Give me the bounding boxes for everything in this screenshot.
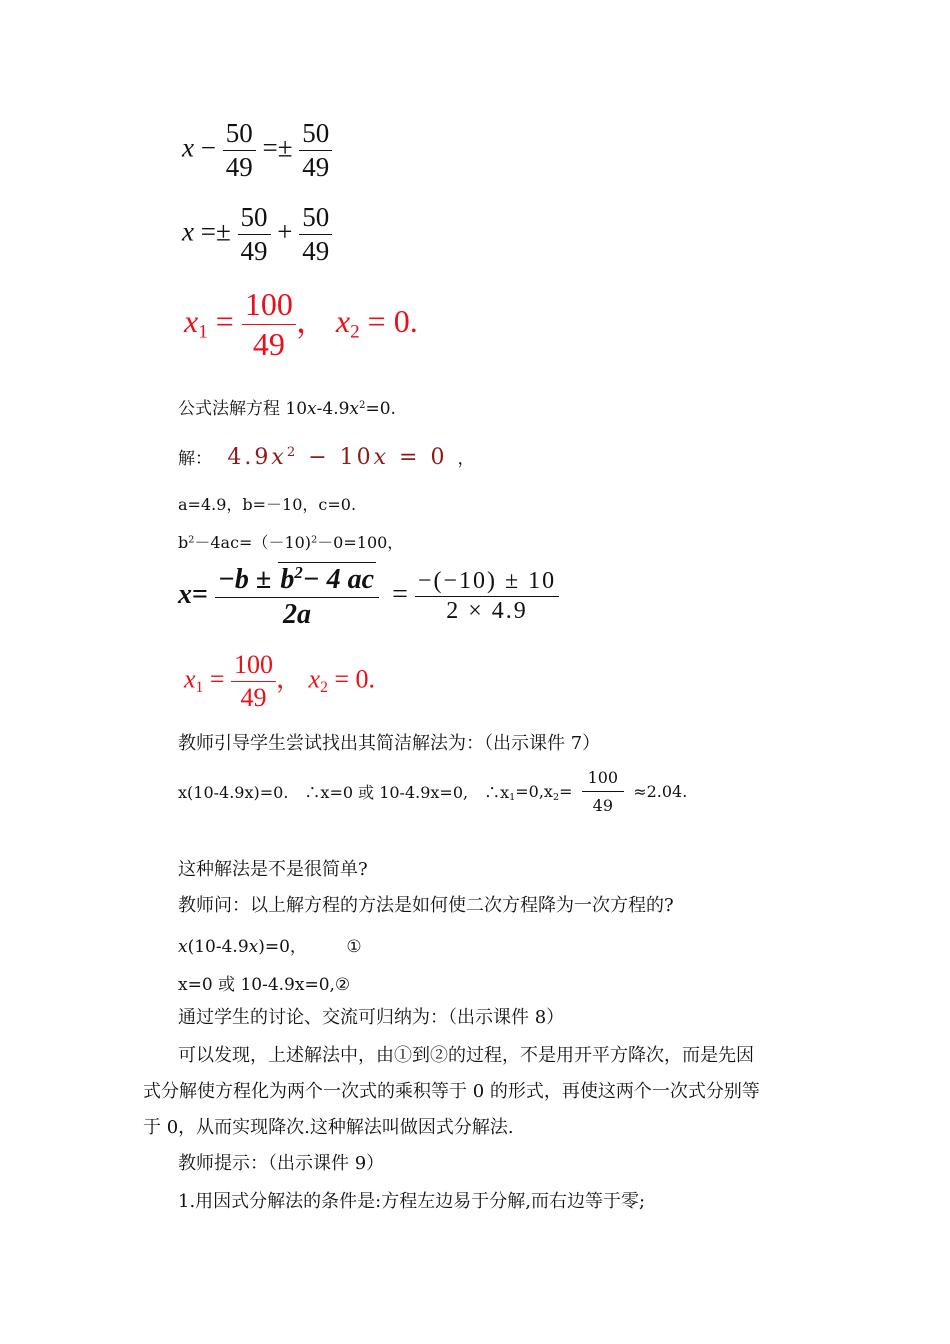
- fraction: $\frac{-(-10) \pm 10}{2 \times 4.9}$: [415, 568, 559, 625]
- minus-sign: −: [200, 132, 216, 163]
- paragraph: 式分解使方程化为两个一次式的乘积等于 0 的形式，再使这两个一次式分别等: [143, 1081, 760, 1102]
- result-line-1: $x_1$ = $\frac{100}{49}$ ， $x_2 = 0$.: [184, 286, 418, 362]
- paragraph: 于 0，从而实现降次.这种解法叫做因式分解法.: [143, 1117, 514, 1138]
- paragraph: 可以发现，上述解法中，由①到②的过程，不是用开平方降次，而是先因: [178, 1045, 754, 1066]
- paragraph: 1.用因式分解法的条件是:方程左边易于分解,而右边等于零;: [178, 1191, 646, 1212]
- var-x: x: [182, 216, 194, 247]
- step-line-1: [182, 118, 332, 183]
- equals-sign: =: [262, 132, 278, 163]
- plus-minus-sign: ±: [215, 216, 231, 247]
- paragraph: 教师提示：（出示课件 9）: [178, 1153, 385, 1174]
- plus-sign: +: [277, 216, 293, 247]
- quadratic-formula: x= $\frac{-b \pm b^2- 4 ac}{2a}$ = $\frac{-(-10) \pm 10}{2 \times 4.9}$: [178, 562, 559, 631]
- paragraph: 这种解法是不是很简单?: [178, 859, 368, 880]
- paragraph: 教师问：以上解方程的方法是如何使二次方程降为一次方程的?: [178, 895, 674, 916]
- plus-minus-sign: ±: [277, 132, 293, 163]
- fraction: $\frac{50}{49}$: [299, 202, 332, 267]
- solution-line: 解： $4.9x^2 - 10x = 0$ ，: [178, 445, 475, 470]
- simple-method-line: x(10-4.9x)=0. ∴x=0 或 10-4.9x=0, $\therefore x_1=0,x_2=$ $\frac{100}{49}$ ≈2.04.: [178, 768, 688, 815]
- fraction: $\frac{50}{49}$: [223, 118, 256, 183]
- simple-method-intro: 教师引导学生尝试找出其简洁解法为：（出示课件 7）: [178, 733, 601, 754]
- paragraph: 通过学生的讨论、交流可归纳为：（出示课件 8）: [178, 1007, 565, 1028]
- equation-1-line: x(10-4.9x)=0， ①: [178, 937, 362, 957]
- fraction: $\frac{50}{49}$: [299, 118, 332, 183]
- fraction: $\frac{50}{49}$: [238, 202, 271, 267]
- discriminant-line: $b^2-4ac=(-10)^2-0=100$，: [178, 533, 404, 552]
- formula-title: 公式法解方程 $10x-4.9x^2=0$.: [178, 399, 396, 419]
- equation-2-line: x=0 或 10-4.9x=0,②: [178, 975, 351, 995]
- fraction: $\frac{100}{49}$: [582, 768, 625, 815]
- fraction: $\frac{100}{49}$: [242, 286, 296, 363]
- fraction: $\frac{-b \pm b^2- 4 ac}{2a}$: [215, 562, 379, 631]
- var-x: x: [182, 132, 194, 163]
- fraction: $\frac{100}{49}$: [231, 650, 276, 713]
- coefficients-line: a=4.9，b=－10，c=0.: [178, 495, 357, 514]
- result-line-2: $x_1$ = $\frac{100}{49}$ ， $x_2 = 0$.: [184, 650, 376, 712]
- equals-sign: =: [200, 216, 216, 247]
- step-line-2: [182, 202, 332, 267]
